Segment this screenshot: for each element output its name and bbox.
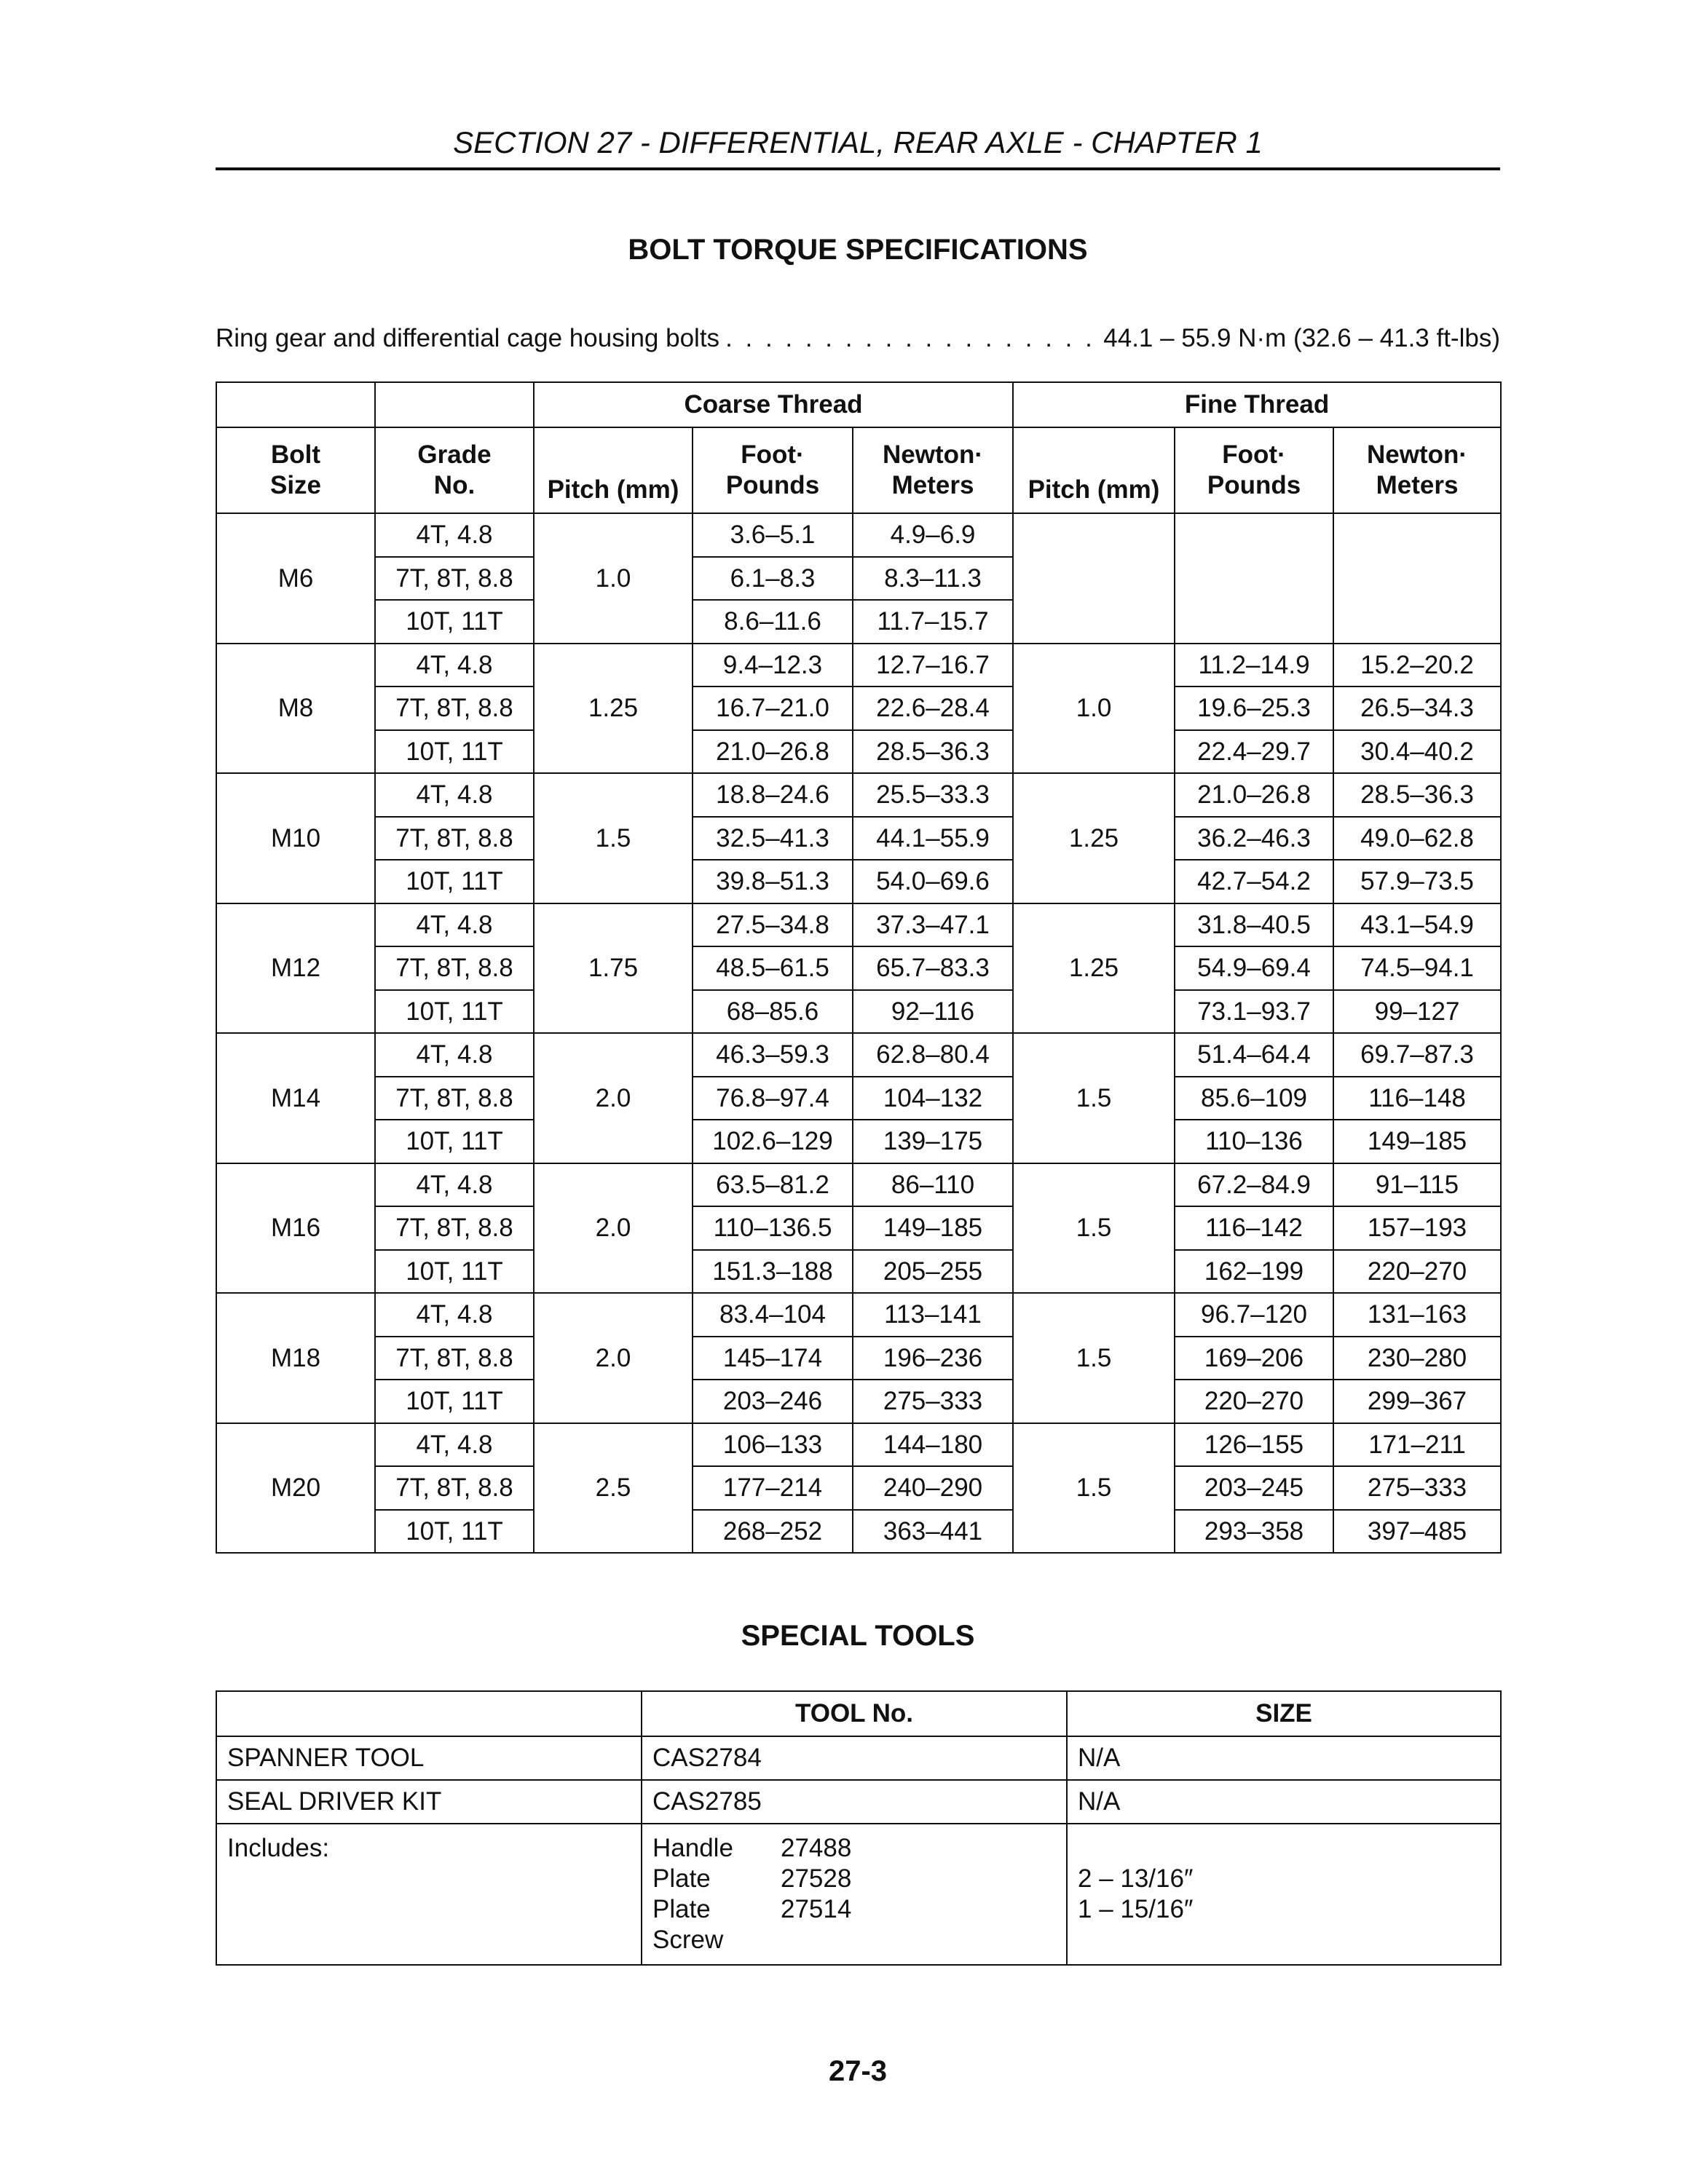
- table-row: [216, 946, 1501, 990]
- coarse-newton-meters: 25.5–33.3: [853, 773, 1013, 817]
- bolt-torque-table: [216, 381, 1502, 1554]
- table-row: [216, 860, 1501, 903]
- grade: 10T, 11T: [375, 1250, 534, 1294]
- includes-items: [642, 1824, 1067, 1965]
- coarse-newton-meters: 11.7–15.7: [853, 600, 1013, 644]
- grade: 7T, 8T, 8.8: [375, 1077, 534, 1120]
- fine-pitch: 1.5: [1013, 1033, 1175, 1163]
- fine-foot-pounds: [1175, 513, 1333, 644]
- table-row: [216, 903, 1501, 947]
- includes-sizes: [1067, 1824, 1501, 1965]
- size-header: SIZE: [1067, 1691, 1501, 1736]
- fine-pitch: 1.5: [1013, 1163, 1175, 1294]
- coarse-newton-meters: 65.7–83.3: [853, 946, 1013, 990]
- coarse-newton-meters: 8.3–11.3: [853, 557, 1013, 601]
- grade: 10T, 11T: [375, 860, 534, 903]
- bolt-size: M18: [216, 1293, 375, 1423]
- fine-pitch: 1.5: [1013, 1293, 1175, 1423]
- fine-foot-pounds: 116–142: [1175, 1206, 1333, 1250]
- grade: 4T, 4.8: [375, 1293, 534, 1337]
- include-item: [652, 1833, 1066, 1864]
- fine-newton-meters: 397–485: [1333, 1510, 1501, 1554]
- fine-newton-meters: 149–185: [1333, 1120, 1501, 1163]
- coarse-foot-pounds: 63.5–81.2: [693, 1163, 853, 1207]
- fine-foot-pounds: 42.7–54.2: [1175, 860, 1333, 903]
- fine-pitch: 1.0: [1013, 644, 1175, 774]
- table-row: [216, 513, 1501, 557]
- spec-label: Ring gear and differential cage housing bolts: [216, 324, 720, 352]
- include-item: [652, 1894, 1066, 1925]
- table-row: [216, 1510, 1501, 1554]
- part-name: Handle: [652, 1834, 733, 1862]
- bolt-size: M14: [216, 1033, 375, 1163]
- coarse-foot-pounds: 102.6–129: [693, 1120, 853, 1163]
- bolt-torque-title: BOLT TORQUE SPECIFICATIONS: [628, 234, 1088, 266]
- coarse-newton-meters: 205–255: [853, 1250, 1013, 1294]
- coarse-foot-pounds: 145–174: [693, 1337, 853, 1380]
- coarse-foot-pounds: 151.3–188: [693, 1250, 853, 1294]
- coarse-foot-pounds: 18.8–24.6: [693, 773, 853, 817]
- table-row: [216, 1293, 1501, 1337]
- table-row: [216, 687, 1501, 730]
- coarse-foot-pounds: 48.5–61.5: [693, 946, 853, 990]
- fine-newton-meters: 116–148: [1333, 1077, 1501, 1120]
- coarse-newton-meters: 62.8–80.4: [853, 1033, 1013, 1077]
- coarse-newton-meters: 28.5–36.3: [853, 730, 1013, 774]
- grade: 10T, 11T: [375, 600, 534, 644]
- fine-foot-pounds: 220–270: [1175, 1380, 1333, 1423]
- table-row: [216, 730, 1501, 774]
- fine-newton-meters: 69.7–87.3: [1333, 1033, 1501, 1077]
- fine-newton-meters: 157–193: [1333, 1206, 1501, 1250]
- grade: 7T, 8T, 8.8: [375, 946, 534, 990]
- fine-newton-meters: 131–163: [1333, 1293, 1501, 1337]
- fine-newton-meters: 275–333: [1333, 1466, 1501, 1510]
- special-tools-title: SPECIAL TOOLS: [741, 1620, 975, 1652]
- fine-foot-pounds: 51.4–64.4: [1175, 1033, 1333, 1077]
- grade: 10T, 11T: [375, 1380, 534, 1423]
- fine-foot-pounds: 54.9–69.4: [1175, 946, 1333, 990]
- coarse-newton-meters: 22.6–28.4: [853, 687, 1013, 730]
- table-row: [216, 1163, 1501, 1207]
- includes-row: [216, 1824, 1501, 1965]
- tool-name: SEAL DRIVER KIT: [216, 1780, 642, 1824]
- fine-newton-meters: 171–211: [1333, 1423, 1501, 1467]
- fine-newton-meters: [1333, 513, 1501, 644]
- blank-header-cell: [375, 382, 534, 427]
- fine-newton-meters: 230–280: [1333, 1337, 1501, 1380]
- table-row: [216, 990, 1501, 1034]
- table-row: [216, 1380, 1501, 1423]
- coarse-foot-pounds: 177–214: [693, 1466, 853, 1510]
- ring-gear-spec-line: [216, 320, 1500, 357]
- bolt-size: M6: [216, 513, 375, 644]
- coarse-foot-pounds: 32.5–41.3: [693, 817, 853, 860]
- grade: 4T, 4.8: [375, 1033, 534, 1077]
- tool-number: CAS2784: [642, 1736, 1067, 1780]
- grade: 4T, 4.8: [375, 1163, 534, 1207]
- fine-pitch: 1.25: [1013, 773, 1175, 903]
- coarse-foot-pounds: 106–133: [693, 1423, 853, 1467]
- coarse-newton-meters: 92–116: [853, 990, 1013, 1034]
- fine-pitch-header: Pitch (mm): [1013, 427, 1175, 513]
- fine-newton-meters: 43.1–54.9: [1333, 903, 1501, 947]
- grade: 7T, 8T, 8.8: [375, 817, 534, 860]
- fine-foot-pounds: 67.2–84.9: [1175, 1163, 1333, 1207]
- section-header: SECTION 27 - DIFFERENTIAL, REAR AXLE - CHAPTER 1: [453, 125, 1263, 159]
- coarse-foot-pounds: 16.7–21.0: [693, 687, 853, 730]
- fine-foot-pounds: 126–155: [1175, 1423, 1333, 1467]
- fine-newton-meters: 57.9–73.5: [1333, 860, 1501, 903]
- fine-foot-pounds: 96.7–120: [1175, 1293, 1333, 1337]
- part-number: 27514: [781, 1895, 852, 1923]
- coarse-newton-meters: 139–175: [853, 1120, 1013, 1163]
- fine-pitch: 1.25: [1013, 903, 1175, 1034]
- special-tools-table: [216, 1690, 1502, 1966]
- table-row: [216, 1466, 1501, 1510]
- grade-header: Grade No.: [375, 427, 534, 513]
- fine-newton-meters: 74.5–94.1: [1333, 946, 1501, 990]
- grade: 7T, 8T, 8.8: [375, 1337, 534, 1380]
- coarse-pitch: 1.0: [534, 513, 693, 644]
- part-number: 27488: [781, 1834, 852, 1862]
- table-row: [216, 1337, 1501, 1380]
- fine-newton-meters-header: Newton· Meters: [1333, 427, 1501, 513]
- header-rule: [216, 167, 1500, 170]
- blank-header-cell: [216, 1691, 642, 1736]
- grade: 4T, 4.8: [375, 903, 534, 947]
- coarse-foot-pounds: 3.6–5.1: [693, 513, 853, 557]
- table-row: [216, 1120, 1501, 1163]
- bolt-size: M8: [216, 644, 375, 774]
- coarse-foot-pounds-header: Foot· Pounds: [693, 427, 853, 513]
- include-size: 2 – 13/16″: [1078, 1864, 1194, 1893]
- grade: 7T, 8T, 8.8: [375, 1206, 534, 1250]
- coarse-foot-pounds: 39.8–51.3: [693, 860, 853, 903]
- grade: 7T, 8T, 8.8: [375, 557, 534, 601]
- coarse-newton-meters: 149–185: [853, 1206, 1013, 1250]
- fine-foot-pounds: 11.2–14.9: [1175, 644, 1333, 687]
- tool-number: CAS2785: [642, 1780, 1067, 1824]
- coarse-newton-meters: 275–333: [853, 1380, 1013, 1423]
- grade: 7T, 8T, 8.8: [375, 687, 534, 730]
- coarse-pitch: 2.0: [534, 1163, 693, 1294]
- fine-foot-pounds: 293–358: [1175, 1510, 1333, 1554]
- table-row: [216, 1780, 1501, 1824]
- grade: 4T, 4.8: [375, 513, 534, 557]
- spec-value: 44.1 – 55.9 N·m (32.6 – 41.3 ft-lbs): [1103, 324, 1500, 352]
- fine-newton-meters: 28.5–36.3: [1333, 773, 1501, 817]
- coarse-foot-pounds: 8.6–11.6: [693, 600, 853, 644]
- coarse-foot-pounds: 46.3–59.3: [693, 1033, 853, 1077]
- fine-foot-pounds: 22.4–29.7: [1175, 730, 1333, 774]
- grade: 7T, 8T, 8.8: [375, 1466, 534, 1510]
- coarse-pitch: 1.5: [534, 773, 693, 903]
- part-number: 27528: [781, 1864, 852, 1893]
- coarse-newton-meters: 144–180: [853, 1423, 1013, 1467]
- coarse-pitch-header: Pitch (mm): [534, 427, 693, 513]
- coarse-foot-pounds: 83.4–104: [693, 1293, 853, 1337]
- tool-name: SPANNER TOOL: [216, 1736, 642, 1780]
- grade: 10T, 11T: [375, 1120, 534, 1163]
- bolt-size: M10: [216, 773, 375, 903]
- coarse-newton-meters: 104–132: [853, 1077, 1013, 1120]
- grade: 4T, 4.8: [375, 644, 534, 687]
- fine-newton-meters: 91–115: [1333, 1163, 1501, 1207]
- table-row: [216, 1423, 1501, 1467]
- fine-newton-meters: 220–270: [1333, 1250, 1501, 1294]
- fine-newton-meters: 49.0–62.8: [1333, 817, 1501, 860]
- bolt-size: M12: [216, 903, 375, 1034]
- fine-pitch: [1013, 513, 1175, 644]
- table-row: [216, 1250, 1501, 1294]
- fine-foot-pounds-header: Foot· Pounds: [1175, 427, 1333, 513]
- coarse-newton-meters-header: Newton· Meters: [853, 427, 1013, 513]
- part-name: Plate: [652, 1895, 711, 1923]
- part-name: Screw: [652, 1926, 724, 1954]
- fine-foot-pounds: 73.1–93.7: [1175, 990, 1333, 1034]
- fine-newton-meters: 15.2–20.2: [1333, 644, 1501, 687]
- table-row: [216, 1206, 1501, 1250]
- include-item: [652, 1925, 1066, 1955]
- table-row: [216, 1033, 1501, 1077]
- coarse-newton-meters: 54.0–69.6: [853, 860, 1013, 903]
- coarse-pitch: 1.75: [534, 903, 693, 1034]
- fine-foot-pounds: 169–206: [1175, 1337, 1333, 1380]
- fine-foot-pounds: 203–245: [1175, 1466, 1333, 1510]
- table-row: [216, 644, 1501, 687]
- coarse-pitch: 2.0: [534, 1293, 693, 1423]
- fine-newton-meters: 26.5–34.3: [1333, 687, 1501, 730]
- coarse-foot-pounds: 268–252: [693, 1510, 853, 1554]
- blank-header-cell: [216, 382, 375, 427]
- coarse-thread-header: Coarse Thread: [534, 382, 1013, 427]
- tool-no-header: TOOL No.: [642, 1691, 1067, 1736]
- page-number: 27-3: [828, 2055, 888, 2087]
- fine-foot-pounds: 31.8–40.5: [1175, 903, 1333, 947]
- fine-foot-pounds: 36.2–46.3: [1175, 817, 1333, 860]
- coarse-newton-meters: 196–236: [853, 1337, 1013, 1380]
- fine-pitch: 1.5: [1013, 1423, 1175, 1554]
- include-size: 1 – 15/16″: [1078, 1895, 1194, 1923]
- coarse-foot-pounds: 76.8–97.4: [693, 1077, 853, 1120]
- coarse-foot-pounds: 203–246: [693, 1380, 853, 1423]
- coarse-foot-pounds: 6.1–8.3: [693, 557, 853, 601]
- grade: 10T, 11T: [375, 730, 534, 774]
- bolt-size: M16: [216, 1163, 375, 1294]
- coarse-newton-meters: 12.7–16.7: [853, 644, 1013, 687]
- coarse-pitch: 2.5: [534, 1423, 693, 1554]
- grade: 4T, 4.8: [375, 773, 534, 817]
- coarse-foot-pounds: 21.0–26.8: [693, 730, 853, 774]
- part-name: Plate: [652, 1864, 711, 1893]
- fine-newton-meters: 99–127: [1333, 990, 1501, 1034]
- coarse-newton-meters: 363–441: [853, 1510, 1013, 1554]
- fine-newton-meters: 30.4–40.2: [1333, 730, 1501, 774]
- fine-foot-pounds: 85.6–109: [1175, 1077, 1333, 1120]
- includes-label: Includes:: [216, 1824, 642, 1965]
- table-row: [216, 773, 1501, 817]
- bolt-size-header: Bolt Size: [216, 427, 375, 513]
- fine-thread-header: Fine Thread: [1013, 382, 1501, 427]
- table-row: [216, 1736, 1501, 1780]
- table-row: [216, 817, 1501, 860]
- coarse-newton-meters: 240–290: [853, 1466, 1013, 1510]
- coarse-newton-meters: 44.1–55.9: [853, 817, 1013, 860]
- grade: 10T, 11T: [375, 1510, 534, 1554]
- tool-size: N/A: [1067, 1736, 1501, 1780]
- include-item: [652, 1864, 1066, 1894]
- coarse-foot-pounds: 27.5–34.8: [693, 903, 853, 947]
- tool-size: N/A: [1067, 1780, 1501, 1824]
- leader-dots: [725, 324, 1097, 353]
- fine-newton-meters: 299–367: [1333, 1380, 1501, 1423]
- coarse-pitch: 2.0: [534, 1033, 693, 1163]
- coarse-newton-meters: 113–141: [853, 1293, 1013, 1337]
- coarse-newton-meters: 37.3–47.1: [853, 903, 1013, 947]
- fine-foot-pounds: 19.6–25.3: [1175, 687, 1333, 730]
- fine-foot-pounds: 110–136: [1175, 1120, 1333, 1163]
- table-row: [216, 1077, 1501, 1120]
- coarse-pitch: 1.25: [534, 644, 693, 774]
- fine-foot-pounds: 21.0–26.8: [1175, 773, 1333, 817]
- coarse-foot-pounds: 68–85.6: [693, 990, 853, 1034]
- grade: 10T, 11T: [375, 990, 534, 1034]
- coarse-foot-pounds: 110–136.5: [693, 1206, 853, 1250]
- grade: 4T, 4.8: [375, 1423, 534, 1467]
- fine-foot-pounds: 162–199: [1175, 1250, 1333, 1294]
- coarse-foot-pounds: 9.4–12.3: [693, 644, 853, 687]
- coarse-newton-meters: 86–110: [853, 1163, 1013, 1207]
- coarse-newton-meters: 4.9–6.9: [853, 513, 1013, 557]
- bolt-size: M20: [216, 1423, 375, 1554]
